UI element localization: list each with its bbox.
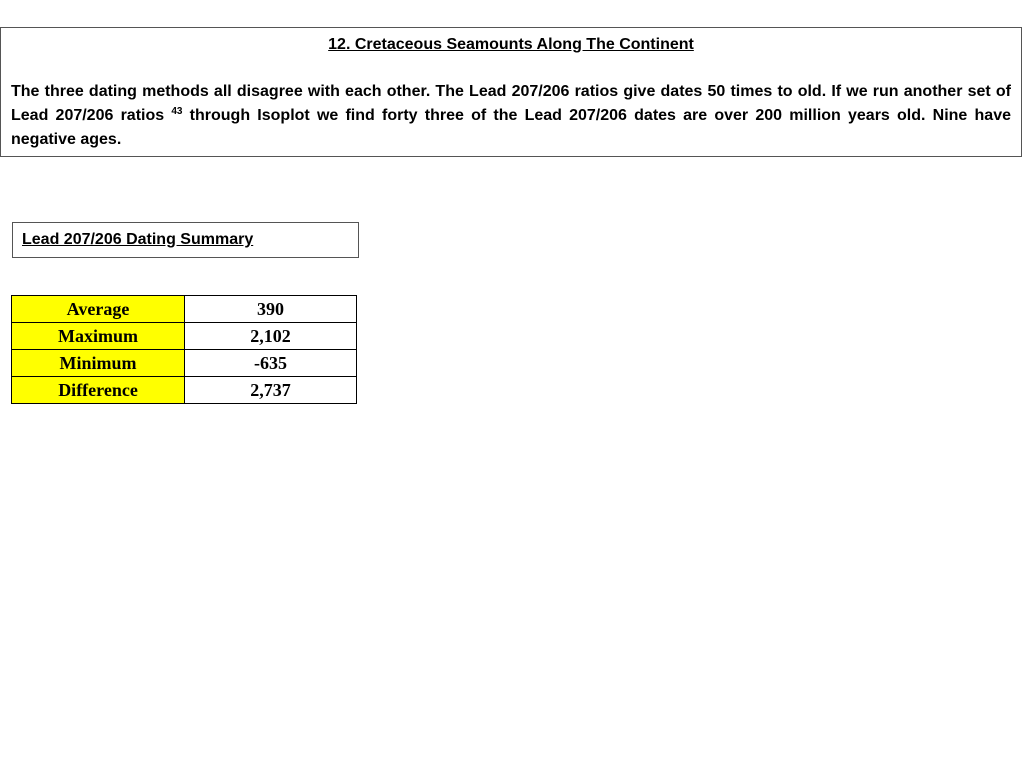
row-value: 2,102 [185,323,357,350]
footnote-marker: 43 [171,106,183,117]
intro-paragraph [11,80,1011,152]
row-label: Difference [12,377,185,404]
summary-box [12,222,359,258]
table-row [12,377,357,404]
dating-summary-table [11,295,357,404]
row-value: 390 [185,296,357,323]
table-row [12,323,357,350]
table-row [12,296,357,323]
row-label: Average [12,296,185,323]
intro-text-part-1: The three dating methods all disagree with each other. The Lead 207/206 ratios give dates 50 times to old. If we run another set of Lead 207/206 ratios [11,83,1011,124]
row-value: -635 [185,350,357,377]
section-title: 12. Cretaceous Seamounts Along The Continent [328,36,694,53]
row-label: Maximum [12,323,185,350]
row-label: Minimum [12,350,185,377]
intro-box [0,27,1022,157]
summary-title: Lead 207/206 Dating Summary [22,231,254,248]
intro-text-part-2: through Isoplot we find forty three of the Lead 207/206 dates are over 200 million years old. Nine have negative ages. [11,107,1011,148]
table-row [12,350,357,377]
row-value: 2,737 [185,377,357,404]
